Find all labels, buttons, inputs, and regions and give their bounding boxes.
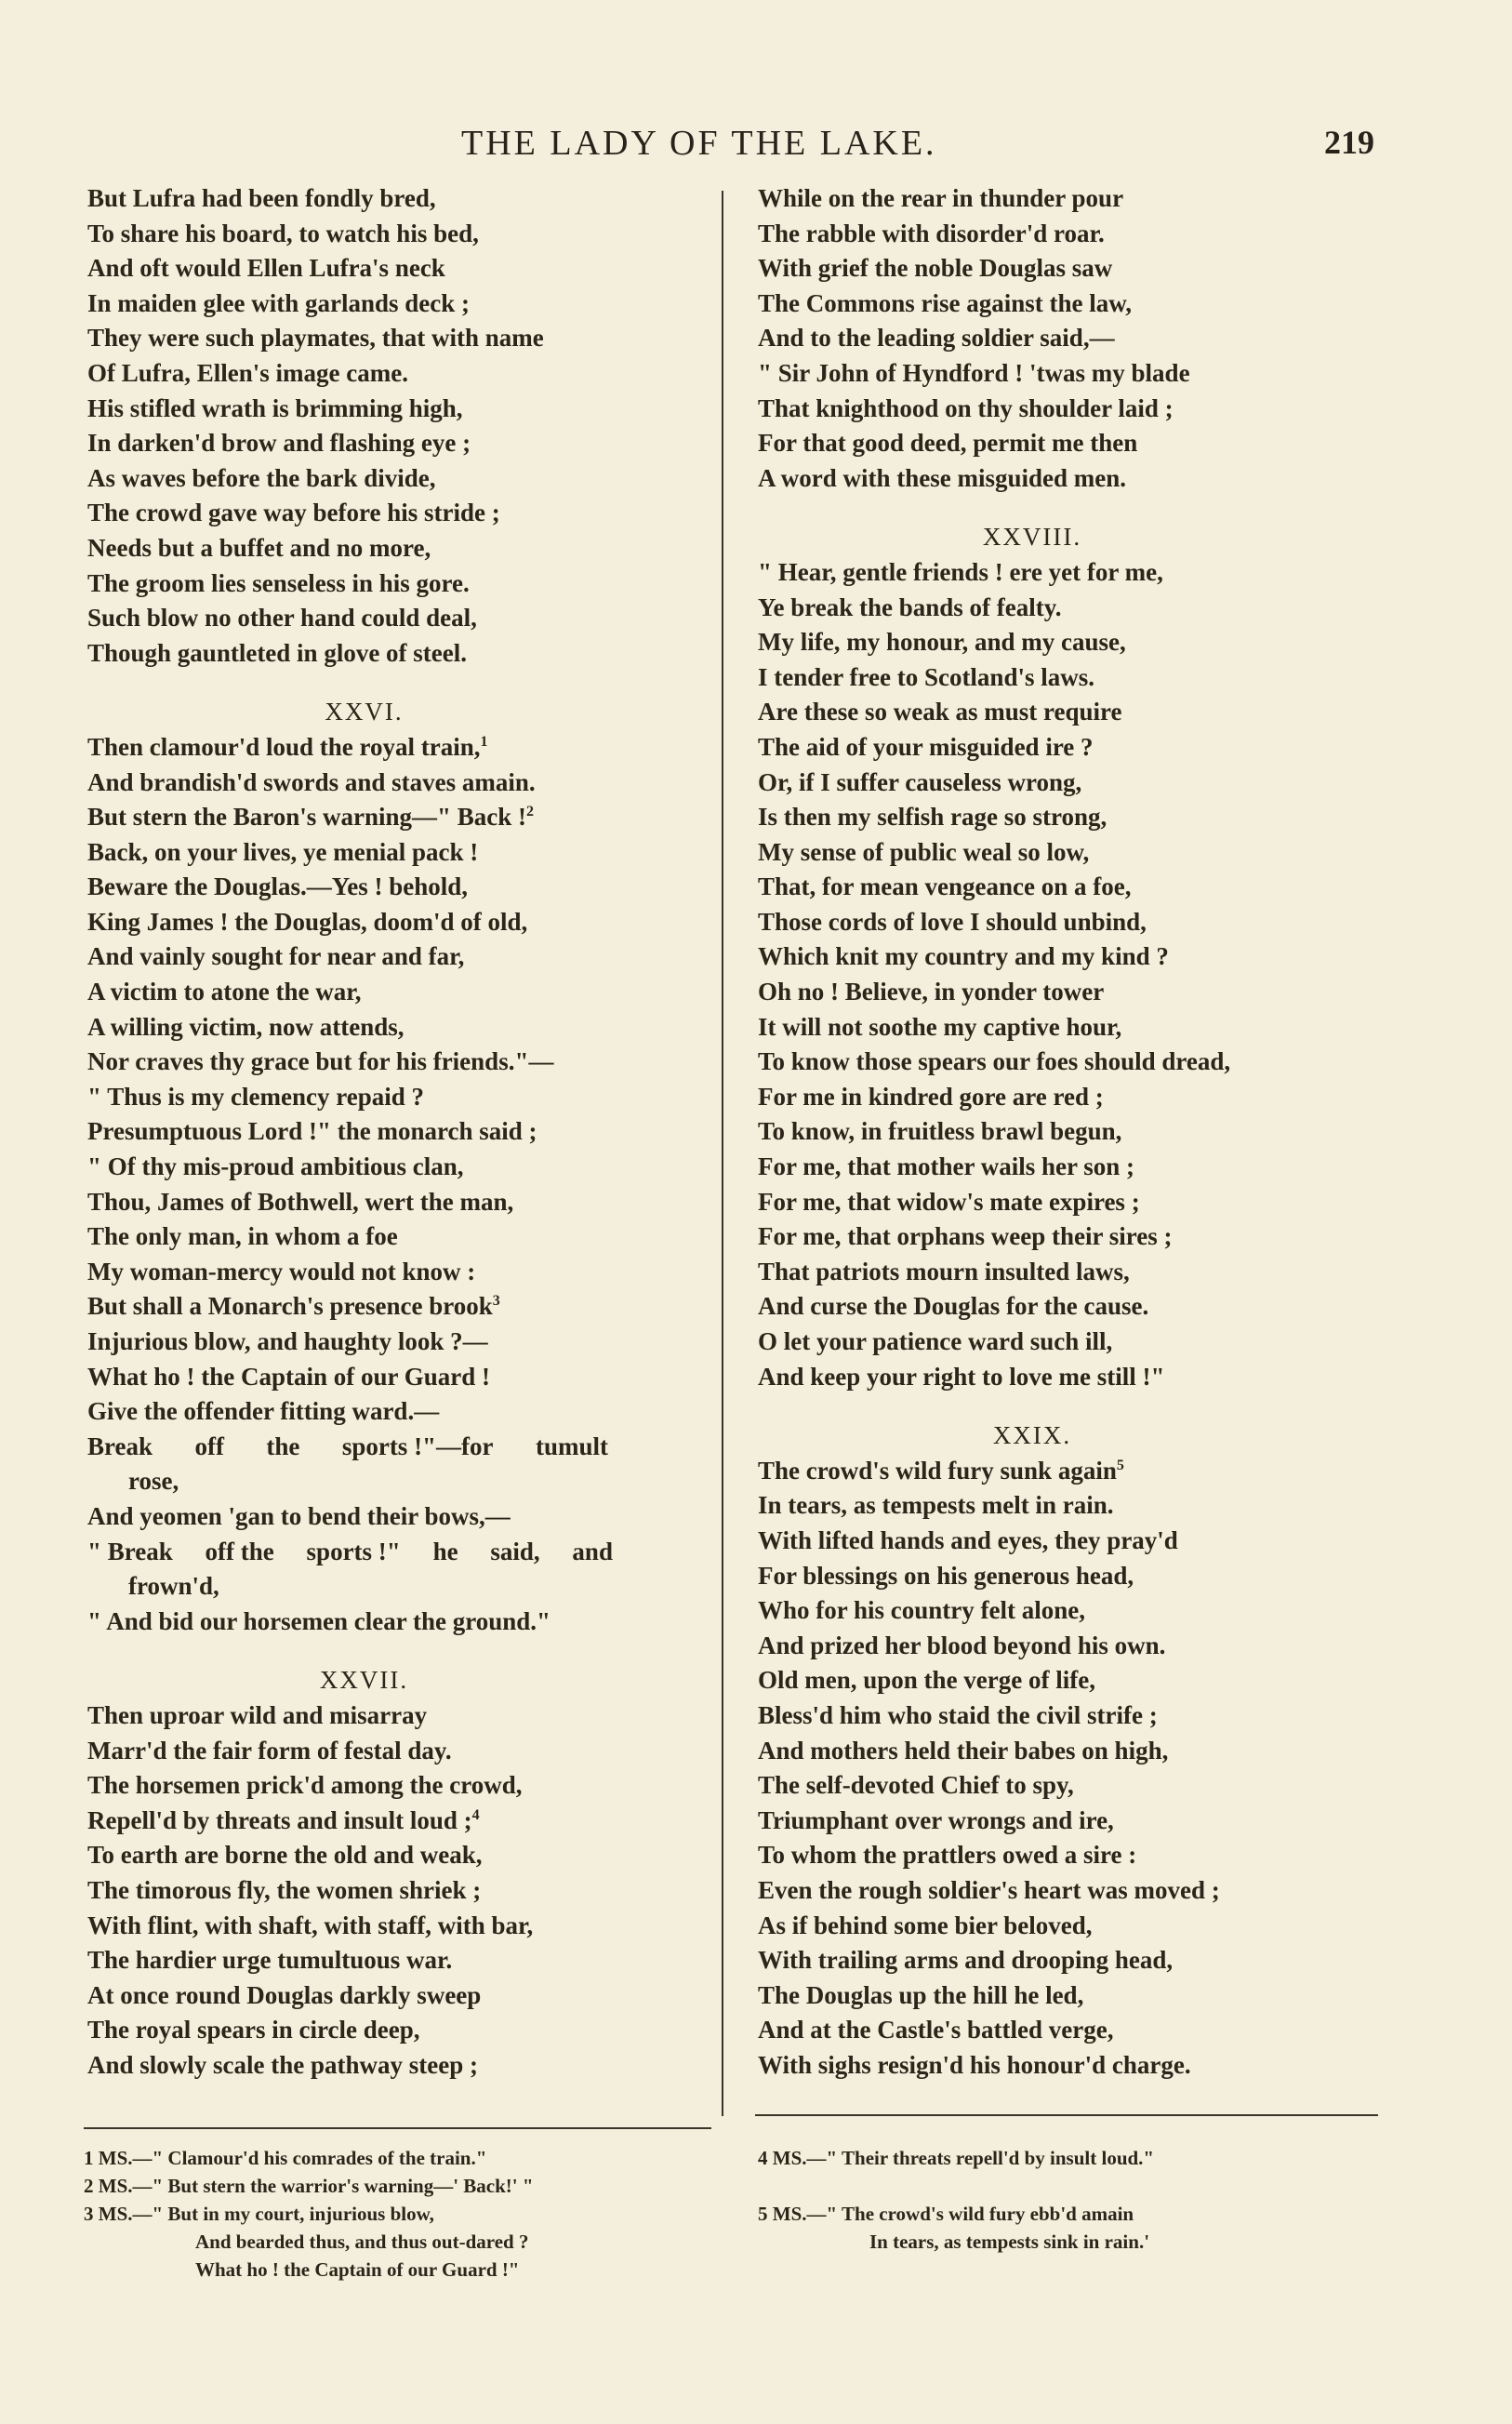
verse-line: The horsemen prick'd among the crowd, <box>87 1771 523 1800</box>
verse-line: Needs but a buffet and no more, <box>87 533 431 562</box>
verse-line: The self-devoted Chief to spy, <box>758 1771 1074 1800</box>
stanza-heading-xxvii: XXVII. <box>319 1666 409 1695</box>
verse-line: Those cords of love I should unbind, <box>758 907 1147 936</box>
verse-line: Who for his country felt alone, <box>758 1596 1085 1625</box>
stanza-heading-xxvi: XXVI. <box>325 698 404 726</box>
page-header <box>0 123 1512 169</box>
verse-line: Are these so weak as must require <box>758 698 1122 726</box>
verse-line: Ye break the bands of fealty. <box>758 593 1062 621</box>
footnote-ref[interactable]: 5 <box>1116 1457 1124 1473</box>
verse-line: For blessings on his generous head, <box>758 1561 1134 1590</box>
verse-word: " Break <box>87 1537 173 1565</box>
verse-line: A willing victim, now attends, <box>87 1012 405 1041</box>
verse-line: And keep your right to love me still !" <box>758 1362 1165 1391</box>
verse-group <box>87 1698 712 1804</box>
footnote-ref[interactable]: 4 <box>471 1806 480 1823</box>
verse-line: Of Lufra, Ellen's image came. <box>87 358 408 387</box>
verse-line: The hardier urge tumultuous war. <box>87 1946 453 1975</box>
stanza-xxviii <box>758 555 1399 1394</box>
verse-line: And yeomen 'gan to bend their bows,— <box>87 1501 511 1530</box>
verse-line: I tender free to Scotland's laws. <box>758 662 1094 691</box>
footnote-3-line-2: And bearded thus, and thus out-dared ? <box>195 2231 529 2253</box>
verse-line: While on the rear in thunder pour <box>758 184 1124 212</box>
footnote-1: 1 MS.—" Clamour'd his comrades of the train." <box>84 2147 487 2169</box>
verse-line: That knighthood on thy shoulder laid ; <box>758 393 1174 422</box>
column-divider <box>722 191 723 2116</box>
verse-word: sports !"—for <box>341 1432 494 1460</box>
footnotes-right <box>758 2144 1390 2256</box>
verse-line: With sighs resign'd his honour'd charge. <box>758 2050 1191 2079</box>
footnote-2: 2 MS.—" But stern the warrior's warning—' Back!' " <box>84 2175 534 2197</box>
verse-line: But shall a Monarch's presence brook$^3$ <box>87 1292 500 1321</box>
verse-line: Is then my selfish rage so strong, <box>758 803 1107 832</box>
footnote-rule-right <box>755 2114 1378 2116</box>
verse-line: To know, in fruitless brawl begun, <box>758 1117 1122 1146</box>
verse-line: And to the leading soldier said,— <box>758 324 1115 353</box>
verse-line: It will not soothe my captive hour, <box>758 1012 1122 1041</box>
verse-line: The timorous fly, the women shriek ; <box>87 1875 482 1904</box>
verse-line: In maiden glee with garlands deck ; <box>87 288 471 317</box>
verse-line: And prized her blood beyond his own. <box>758 1631 1166 1659</box>
verse-word: tumult <box>535 1432 608 1460</box>
verse-line: The crowd gave way before his stride ; <box>87 499 500 527</box>
verse-line: A word with these misguided men. <box>758 463 1127 492</box>
verse-word: and <box>572 1537 613 1565</box>
verse-line: " Of thy mis-proud ambitious clan, <box>87 1152 464 1181</box>
verse-group <box>87 1838 712 2083</box>
verse-line: The aid of your misguided ire ? <box>758 732 1094 761</box>
verse-line: For that good deed, permit me then <box>758 429 1138 458</box>
verse-line: Or, if I suffer causeless wrong, <box>758 767 1082 796</box>
stanza-heading-xxviii: XXVIII. <box>982 523 1082 552</box>
verse-line: That, for mean vengeance on a foe, <box>758 872 1132 901</box>
verse-word: off the <box>205 1537 274 1565</box>
verse-line-continuation: frown'd, <box>128 1572 219 1601</box>
verse-word: he <box>432 1537 458 1565</box>
verse-line: At once round Douglas darkly sweep <box>87 1980 482 2009</box>
verse-line: And brandish'd swords and staves amain. <box>87 767 536 796</box>
verse-group <box>87 835 712 1290</box>
verse-line: To earth are borne the old and weak, <box>87 1841 483 1870</box>
verse-line: The royal spears in circle deep, <box>87 2016 420 2044</box>
verse-line: Though gauntleted in glove of steel. <box>87 638 468 667</box>
verse-line: Nor craves thy grace but for his friends."— <box>87 1047 554 1076</box>
verse-line: A victim to atone the war, <box>87 978 362 1006</box>
verse-word: off <box>194 1432 224 1460</box>
footnote-5-line-2: In tears, as tempests sink in rain.' <box>869 2231 1150 2253</box>
right-intro-stanza <box>758 181 1399 496</box>
verse-line: O let your patience ward such ill, <box>758 1327 1113 1355</box>
verse-group <box>758 1488 1399 2083</box>
verse-line: For me, that mother wails her son ; <box>758 1152 1134 1181</box>
verse-line: Then uproar wild and misarray <box>87 1700 428 1729</box>
verse-line: And vainly sought for near and far, <box>87 942 465 971</box>
verse-line: And mothers held their babes on high, <box>758 1736 1169 1765</box>
verse-line-continuation: rose, <box>128 1467 179 1496</box>
verse-line: My life, my honour, and my cause, <box>758 628 1126 657</box>
verse-line: Back, on your lives, ye menial pack ! <box>87 837 479 866</box>
verse-line: My woman-mercy would not know : <box>87 1257 476 1285</box>
verse-line: King James ! the Douglas, doom'd of old, <box>87 907 528 936</box>
verse-line: And oft would Ellen Lufra's neck <box>87 254 445 283</box>
verse-word: sports !" <box>306 1537 401 1565</box>
footnote-ref[interactable]: 3 <box>492 1293 500 1310</box>
verse-line: And at the Castle's battled verge, <box>758 2016 1114 2044</box>
verse-line: Marr'd the fair form of festal day. <box>87 1736 452 1765</box>
verse-line: As waves before the bark divide, <box>87 463 436 492</box>
verse-line: Injurious blow, and haughty look ?— <box>87 1327 488 1355</box>
verse-line: The only man, in whom a foe <box>87 1222 398 1251</box>
verse-line: And curse the Douglas for the cause. <box>758 1292 1149 1321</box>
verse-line: The groom lies senseless in his gore. <box>87 568 470 597</box>
verse-line: Even the rough soldier's heart was moved ; <box>758 1875 1220 1904</box>
verse-line: " Sir John of Hyndford ! 'twas my blade <box>758 358 1190 387</box>
verse-line: Old men, upon the verge of life, <box>758 1666 1095 1695</box>
verse-line: His stifled wrath is brimming high, <box>87 393 463 422</box>
stanza-xxix <box>758 1454 1399 2084</box>
verse-line: Triumphant over wrongs and ire, <box>758 1805 1114 1834</box>
left-intro-stanza <box>87 181 712 671</box>
verse-word: the <box>266 1432 300 1460</box>
verse-line: To share his board, to watch his bed, <box>87 219 479 247</box>
right-column <box>758 181 1399 2083</box>
verse-group <box>87 1325 712 1430</box>
footnote-5: 5 MS.—" The crowd's wild fury ebb'd amain <box>758 2203 1134 2225</box>
running-title: THE LADY OF THE LAKE. <box>461 124 937 163</box>
verse-line: That patriots mourn insulted laws, <box>758 1257 1130 1285</box>
verse-line-justified <box>87 1430 608 1465</box>
verse-line: But stern the Baron's warning—" Back !$^2$ <box>87 803 535 832</box>
verse-line: Give the offender fitting ward.— <box>87 1397 440 1426</box>
verse-line: With trailing arms and drooping head, <box>758 1946 1174 1975</box>
verse-line: Thou, James of Bothwell, wert the man, <box>87 1187 514 1216</box>
stanza-heading-xxix: XXIX. <box>992 1421 1072 1450</box>
stanza-xxvi <box>87 730 712 1639</box>
verse-line: Oh no ! Believe, in yonder tower <box>758 978 1105 1006</box>
verse-word: Break <box>87 1432 153 1460</box>
verse-line: Such blow no other hand could deal, <box>87 604 477 633</box>
verse-line: For me in kindred gore are red ; <box>758 1082 1104 1111</box>
footnote-3-line-3: What ho ! the Captain of our Guard !" <box>195 2258 520 2281</box>
footnote-4: 4 MS.—" Their threats repell'd by insult loud." <box>758 2147 1155 2169</box>
verse-line: What ho ! the Captain of our Guard ! <box>87 1362 491 1391</box>
verse-line: " Hear, gentle friends ! ere yet for me, <box>758 557 1163 586</box>
verse-line: But Lufra had been fondly bred, <box>87 184 436 212</box>
footnotes-left <box>84 2144 716 2284</box>
verse-word: said, <box>490 1537 540 1565</box>
verse-line: In tears, as tempests melt in rain. <box>758 1491 1114 1520</box>
verse-line: Then clamour'd loud the royal train,$^1$ <box>87 732 488 761</box>
verse-line: The rabble with disorder'd roar. <box>758 219 1105 247</box>
verse-line: With lifted hands and eyes, they pray'd <box>758 1525 1178 1554</box>
footnote-ref[interactable]: 1 <box>480 733 488 750</box>
verse-line: The Commons rise against the law, <box>758 288 1133 317</box>
verse-line: And slowly scale the pathway steep ; <box>87 2050 479 2079</box>
verse-line: The crowd's wild fury sunk again$^5$ <box>758 1456 1124 1485</box>
verse-line: Bless'd him who staid the civil strife ; <box>758 1700 1158 1729</box>
verse-line: With grief the noble Douglas saw <box>758 254 1113 283</box>
verse-line: With flint, with shaft, with staff, with bar, <box>87 1911 534 1939</box>
verse-line: In darken'd brow and flashing eye ; <box>87 429 471 458</box>
stanza-xxvii <box>87 1698 712 2084</box>
footnote-spacer <box>758 2172 1390 2200</box>
verse-line: As if behind some bier beloved, <box>758 1911 1093 1939</box>
verse-line: Which knit my country and my kind ? <box>758 942 1169 971</box>
verse-line: Repell'd by threats and insult loud ;$^4$ <box>87 1805 480 1834</box>
footnote-3: 3 MS.—" But in my court, injurious blow, <box>84 2203 434 2225</box>
verse-line: For me, that widow's mate expires ; <box>758 1187 1140 1216</box>
verse-line: My sense of public weal so low, <box>758 837 1090 866</box>
verse-line: For me, that orphans weep their sires ; <box>758 1222 1173 1251</box>
verse-line: Presumptuous Lord !" the monarch said ; <box>87 1117 537 1146</box>
left-column <box>87 181 712 2083</box>
verse-line: To know those spears our foes should dread, <box>758 1047 1231 1076</box>
footnote-ref[interactable]: 2 <box>526 804 535 820</box>
verse-line-justified <box>87 1535 613 1570</box>
verse-line: To whom the prattlers owed a sire : <box>758 1841 1137 1870</box>
footnote-rule-left <box>84 2127 711 2129</box>
verse-line: " And bid our horsemen clear the ground." <box>87 1606 551 1635</box>
verse-line: Beware the Douglas.—Yes ! behold, <box>87 872 469 901</box>
verse-line: The Douglas up the hill he led, <box>758 1980 1084 2009</box>
page-number: 219 <box>1324 124 1374 161</box>
verse-line: " Thus is my clemency repaid ? <box>87 1082 425 1111</box>
verse-line: They were such playmates, that with name <box>87 324 544 353</box>
